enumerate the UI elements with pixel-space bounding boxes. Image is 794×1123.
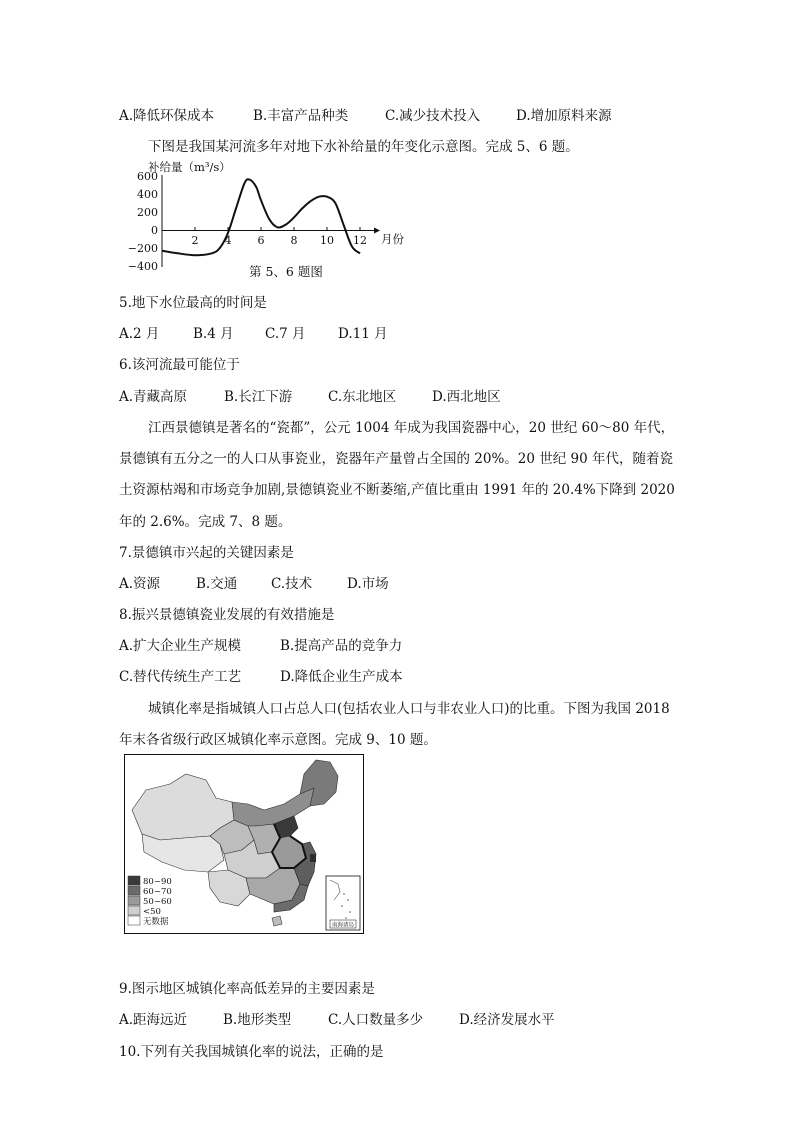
legend-label: 无数据 — [143, 917, 169, 927]
region-shanghai — [310, 854, 316, 862]
intro-7-8-line2: 景德镇有五分之一的人口从事瓷业，瓷器年产量曾占全国的 20%。20 世纪 90 年代，随着瓷 — [119, 451, 674, 467]
y-tick-label: −400 — [128, 260, 158, 273]
legend-swatch — [128, 886, 140, 895]
q6-option-c: C.东北地区 — [328, 389, 397, 405]
region-hainan — [272, 916, 282, 926]
legend-label: 60~70 — [143, 887, 172, 897]
x-tick-label: 10 — [320, 234, 334, 247]
recharge-chart — [128, 155, 418, 280]
map-legend — [128, 876, 172, 927]
q7-option-a: A.资源 — [119, 576, 161, 592]
q9-option-c: C.人口数量多少 — [328, 1012, 424, 1028]
x-tick-label: 8 — [290, 234, 298, 247]
x-tick-label: 4 — [224, 234, 232, 247]
q8-option-a: A.扩大企业生产规模 — [119, 638, 242, 654]
intro-5-6: 下图是我国某河流多年对地下水补给量的年变化示意图。完成 5、6 题。 — [148, 139, 579, 155]
q5-stem: 5.地下水位最高的时间是 — [119, 295, 267, 311]
q8-option-b: B.提高产品的竞争力 — [280, 638, 403, 654]
legend-label: 50~60 — [143, 897, 172, 907]
q7-option-c: C.技术 — [271, 576, 313, 592]
q7-option-b: B.交通 — [196, 576, 238, 592]
q9-option-d: D.经济发展水平 — [459, 1012, 555, 1028]
q8-option-c: C.替代传统生产工艺 — [119, 669, 242, 685]
legend-swatch — [128, 916, 140, 925]
legend-label: 80~90 — [143, 877, 172, 887]
y-tick-label: 200 — [137, 206, 158, 219]
q4-option-a: A.降低环保成本 — [119, 108, 215, 124]
intro-7-8-line4: 年的 2.6%。完成 7、8 题。 — [119, 514, 292, 530]
q6-option-b: B.长江下游 — [224, 389, 293, 405]
legend-label: <50 — [143, 907, 161, 917]
chart-caption: 第 5、6 题图 — [249, 264, 323, 279]
q6-option-a: A.青藏高原 — [119, 389, 188, 405]
q8-option-d: D.降低企业生产成本 — [280, 669, 403, 685]
q7-option-d: D.市场 — [347, 576, 389, 592]
x-tick-label: 6 — [257, 234, 265, 247]
chart-ylabel: 补给量（m³/s） — [148, 160, 231, 174]
legend-swatch — [128, 896, 140, 905]
x-tick-label: 12 — [353, 234, 367, 247]
inset-label: 南海诸岛 — [332, 922, 355, 929]
intro-7-8-line3: 土资源枯竭和市场竞争加剧,景德镇瓷业不断萎缩,产值比重由 1991 年的 20.4%下降到 2020 — [119, 482, 675, 498]
q5-option-d: D.11 月 — [338, 326, 388, 342]
q9-option-a: A.距海远近 — [119, 1012, 188, 1028]
x-tick-label: 2 — [191, 234, 199, 247]
q5-option-c: C.7 月 — [265, 326, 306, 342]
q9-option-b: B.地形类型 — [223, 1012, 292, 1028]
q4-option-b: B.丰富产品种类 — [253, 108, 349, 124]
q4-option-c: C.减少技术投入 — [385, 108, 481, 124]
q5-option-b: B.4 月 — [193, 326, 234, 342]
chart-xlabel: 月份 — [381, 232, 404, 246]
intro-7-8-line1: 江西景德镇是著名的“瓷都”，公元 1004 年成为我国瓷器中心，20 世纪 60～80 年代， — [148, 420, 675, 436]
y-tick-label: 0 — [151, 224, 158, 237]
x-tick-labels — [192, 234, 368, 247]
y-tick-label: −200 — [128, 242, 158, 255]
intro-9-10-line2: 年末各省级行政区城镇化率示意图。完成 9、10 题。 — [119, 732, 437, 748]
q7-stem: 7.景德镇市兴起的关键因素是 — [119, 545, 294, 561]
q9-stem: 9.图示地区城镇化率高低差异的主要因素是 — [119, 981, 375, 997]
y-tick-labels — [128, 170, 158, 273]
y-tick-label: 600 — [137, 170, 158, 183]
q10-stem: 10.下列有关我国城镇化率的说法，正确的是 — [119, 1044, 384, 1060]
q5-option-a: A.2 月 — [119, 326, 160, 342]
y-tick-label: 400 — [137, 188, 158, 201]
intro-9-10-line1: 城镇化率是指城镇人口占总人口(包括农业人口与非农业人口)的比重。下图为我国 2018 — [148, 701, 670, 717]
legend-swatch — [128, 876, 140, 885]
q6-option-d: D.西北地区 — [432, 389, 501, 405]
q4-option-d: D.增加原料来源 — [516, 108, 612, 124]
legend-swatch — [128, 906, 140, 915]
q6-stem: 6.该河流最可能位于 — [119, 357, 240, 373]
x-axis-arrow — [374, 228, 380, 234]
urbanization-map — [124, 754, 364, 934]
q8-stem: 8.振兴景德镇瓷业发展的有效措施是 — [119, 607, 335, 623]
